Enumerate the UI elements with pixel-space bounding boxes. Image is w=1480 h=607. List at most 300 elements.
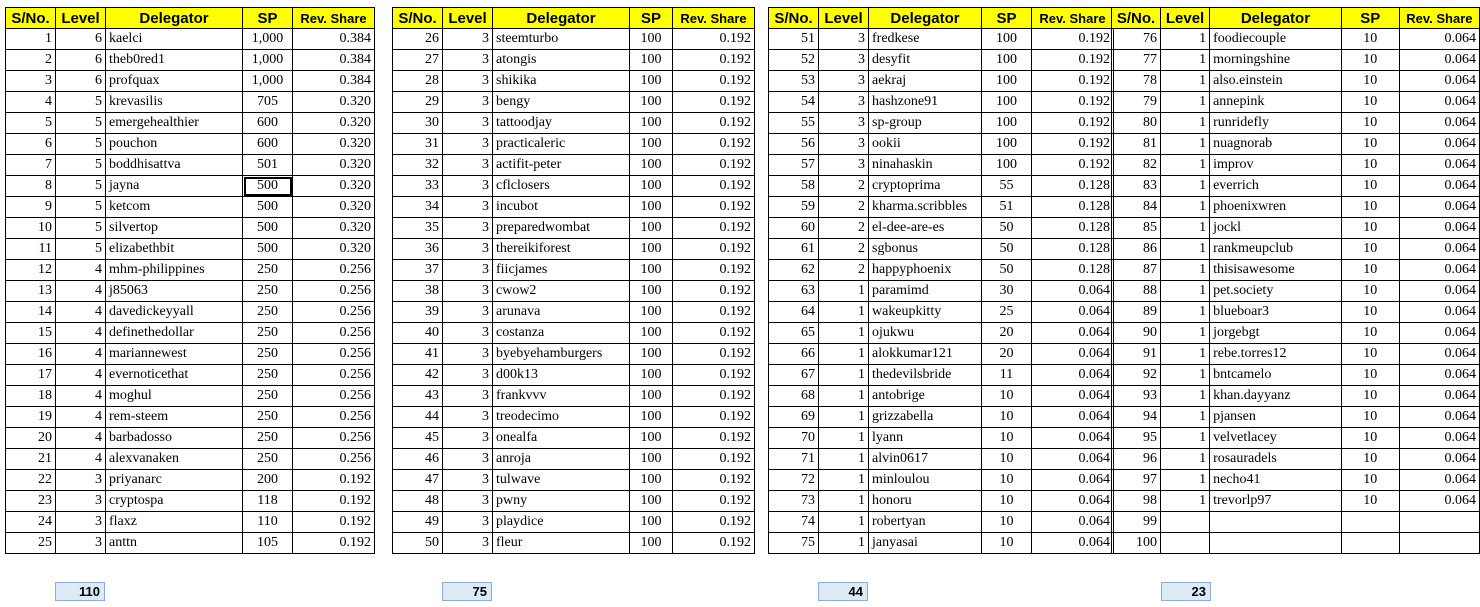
delegator-cell[interactable]: alokkumar121 xyxy=(869,344,982,365)
sp-cell[interactable]: 100 xyxy=(630,281,673,302)
sp-cell[interactable]: 600 xyxy=(243,113,293,134)
header-level[interactable]: Level xyxy=(56,8,106,29)
delegator-cell[interactable]: cryptospa xyxy=(106,491,243,512)
delegator-cell[interactable]: cryptoprima xyxy=(869,176,982,197)
delegator-cell[interactable]: thedevilsbride xyxy=(869,365,982,386)
sp-cell[interactable]: 250 xyxy=(243,323,293,344)
sno-cell[interactable]: 19 xyxy=(6,407,56,428)
sp-cell[interactable]: 200 xyxy=(243,470,293,491)
delegator-cell[interactable]: alexvanaken xyxy=(106,449,243,470)
delegator-cell[interactable]: tattoodjay xyxy=(493,113,630,134)
level-cell[interactable]: 2 xyxy=(819,176,869,197)
level-cell[interactable]: 5 xyxy=(56,155,106,176)
level-cell[interactable]: 3 xyxy=(819,113,869,134)
rev-share-cell[interactable]: 0.320 xyxy=(293,197,375,218)
sp-cell[interactable]: 100 xyxy=(630,470,673,491)
rev-share-cell[interactable]: 0.256 xyxy=(293,449,375,470)
header-delegator[interactable]: Delegator xyxy=(493,8,630,29)
rev-share-cell[interactable]: 0.320 xyxy=(293,176,375,197)
sno-cell[interactable]: 52 xyxy=(769,50,819,71)
delegator-cell[interactable]: rem-steem xyxy=(106,407,243,428)
sno-cell[interactable]: 40 xyxy=(393,323,443,344)
rev-share-cell[interactable]: 0.320 xyxy=(293,113,375,134)
sno-cell[interactable]: 14 xyxy=(6,302,56,323)
delegator-cell[interactable]: also.einstein xyxy=(1210,71,1342,92)
sp-cell[interactable]: 250 xyxy=(243,386,293,407)
level-cell[interactable]: 5 xyxy=(56,197,106,218)
rev-share-cell[interactable]: 0.064 xyxy=(1032,365,1114,386)
sno-cell[interactable]: 36 xyxy=(393,239,443,260)
level-cell[interactable]: 1 xyxy=(819,323,869,344)
level-cell[interactable]: 1 xyxy=(819,365,869,386)
rev-share-cell[interactable]: 0.064 xyxy=(1399,92,1479,113)
sp-cell[interactable]: 10 xyxy=(1341,29,1399,50)
sno-cell[interactable]: 6 xyxy=(6,134,56,155)
level-cell[interactable]: 1 xyxy=(819,533,869,554)
sp-cell[interactable]: 100 xyxy=(630,134,673,155)
level-cell[interactable]: 1 xyxy=(819,302,869,323)
rev-share-cell[interactable]: 0.192 xyxy=(673,92,755,113)
level-cell[interactable]: 1 xyxy=(1161,407,1210,428)
rev-share-cell[interactable]: 0.064 xyxy=(1399,365,1479,386)
sno-cell[interactable]: 45 xyxy=(393,428,443,449)
rev-share-cell[interactable]: 0.064 xyxy=(1399,344,1479,365)
sno-cell[interactable]: 3 xyxy=(6,71,56,92)
sp-cell[interactable]: 100 xyxy=(630,344,673,365)
level-cell[interactable]: 3 xyxy=(443,155,493,176)
level-cell[interactable]: 3 xyxy=(443,218,493,239)
sp-cell[interactable]: 1,000 xyxy=(243,50,293,71)
delegator-cell[interactable]: necho41 xyxy=(1210,470,1342,491)
header-sno[interactable]: S/No. xyxy=(1112,8,1161,29)
rev-share-cell[interactable]: 0.192 xyxy=(673,155,755,176)
sno-cell[interactable]: 94 xyxy=(1112,407,1161,428)
header-level[interactable]: Level xyxy=(1161,8,1210,29)
rev-share-cell[interactable]: 0.192 xyxy=(673,197,755,218)
rev-share-cell[interactable]: 0.064 xyxy=(1399,281,1479,302)
delegator-cell[interactable]: cwow2 xyxy=(493,281,630,302)
sno-cell[interactable]: 79 xyxy=(1112,92,1161,113)
sno-cell[interactable]: 23 xyxy=(6,491,56,512)
sp-cell[interactable]: 100 xyxy=(630,533,673,554)
sno-cell[interactable]: 50 xyxy=(393,533,443,554)
sno-cell[interactable]: 58 xyxy=(769,176,819,197)
sp-cell[interactable]: 100 xyxy=(630,29,673,50)
delegator-cell[interactable]: bengy xyxy=(493,92,630,113)
level-cell[interactable]: 1 xyxy=(1161,29,1210,50)
level-cell[interactable]: 3 xyxy=(443,491,493,512)
sno-cell[interactable]: 12 xyxy=(6,260,56,281)
rev-share-cell[interactable] xyxy=(1399,533,1479,554)
delegator-cell[interactable]: rankmeupclub xyxy=(1210,239,1342,260)
sno-cell[interactable]: 43 xyxy=(393,386,443,407)
delegator-cell[interactable]: velvetlacey xyxy=(1210,428,1342,449)
header-level[interactable]: Level xyxy=(443,8,493,29)
sp-cell[interactable]: 30 xyxy=(982,281,1032,302)
delegator-cell[interactable]: mariannewest xyxy=(106,344,243,365)
rev-share-cell[interactable]: 0.384 xyxy=(293,50,375,71)
level-cell[interactable]: 3 xyxy=(443,29,493,50)
delegator-cell[interactable]: thisisawesome xyxy=(1210,260,1342,281)
rev-share-cell[interactable]: 0.064 xyxy=(1399,218,1479,239)
rev-share-cell[interactable]: 0.320 xyxy=(293,239,375,260)
sno-cell[interactable]: 48 xyxy=(393,491,443,512)
level-cell[interactable]: 3 xyxy=(443,365,493,386)
sp-cell[interactable]: 250 xyxy=(243,302,293,323)
sp-cell[interactable]: 11 xyxy=(982,365,1032,386)
level-cell[interactable]: 3 xyxy=(443,113,493,134)
level-cell[interactable]: 1 xyxy=(819,470,869,491)
sno-cell[interactable]: 16 xyxy=(6,344,56,365)
rev-share-cell[interactable]: 0.192 xyxy=(673,113,755,134)
level-cell[interactable]: 1 xyxy=(1161,239,1210,260)
sp-cell[interactable]: 55 xyxy=(982,176,1032,197)
level-cell[interactable]: 3 xyxy=(819,134,869,155)
sno-cell[interactable]: 29 xyxy=(393,92,443,113)
sno-cell[interactable]: 100 xyxy=(1112,533,1161,554)
sno-cell[interactable]: 62 xyxy=(769,260,819,281)
sp-cell[interactable]: 100 xyxy=(982,113,1032,134)
rev-share-cell[interactable]: 0.064 xyxy=(1032,470,1114,491)
delegator-cell[interactable]: anttn xyxy=(106,533,243,554)
sp-cell[interactable]: 500 xyxy=(243,239,293,260)
sp-cell[interactable]: 600 xyxy=(243,134,293,155)
sp-cell[interactable]: 100 xyxy=(630,113,673,134)
sp-cell[interactable]: 100 xyxy=(982,29,1032,50)
level-cell[interactable]: 4 xyxy=(56,386,106,407)
sp-cell[interactable]: 100 xyxy=(630,50,673,71)
sno-cell[interactable]: 80 xyxy=(1112,113,1161,134)
level-cell[interactable]: 3 xyxy=(56,533,106,554)
delegator-cell[interactable]: actifit-peter xyxy=(493,155,630,176)
rev-share-cell[interactable]: 0.064 xyxy=(1399,407,1479,428)
rev-share-cell[interactable]: 0.064 xyxy=(1399,239,1479,260)
level-cell[interactable]: 2 xyxy=(819,197,869,218)
sp-cell[interactable]: 250 xyxy=(243,281,293,302)
sp-cell[interactable]: 100 xyxy=(630,365,673,386)
delegator-cell[interactable]: pet.society xyxy=(1210,281,1342,302)
sno-cell[interactable]: 72 xyxy=(769,470,819,491)
level-cell[interactable]: 3 xyxy=(443,323,493,344)
sp-cell[interactable]: 10 xyxy=(1341,113,1399,134)
level-cell[interactable]: 2 xyxy=(819,239,869,260)
sno-cell[interactable]: 37 xyxy=(393,260,443,281)
rev-share-cell[interactable]: 0.256 xyxy=(293,365,375,386)
sno-cell[interactable]: 53 xyxy=(769,71,819,92)
level-cell[interactable]: 1 xyxy=(1161,365,1210,386)
delegator-cell[interactable]: arunava xyxy=(493,302,630,323)
sno-cell[interactable]: 47 xyxy=(393,470,443,491)
level-cell[interactable]: 1 xyxy=(819,428,869,449)
sno-cell[interactable]: 64 xyxy=(769,302,819,323)
delegator-cell[interactable]: everrich xyxy=(1210,176,1342,197)
sno-cell[interactable]: 31 xyxy=(393,134,443,155)
delegator-cell[interactable]: ketcom xyxy=(106,197,243,218)
level-cell[interactable]: 1 xyxy=(1161,155,1210,176)
sno-cell[interactable]: 78 xyxy=(1112,71,1161,92)
sp-cell[interactable]: 100 xyxy=(982,71,1032,92)
sp-cell[interactable]: 10 xyxy=(982,533,1032,554)
level-cell[interactable]: 2 xyxy=(819,260,869,281)
sno-cell[interactable]: 75 xyxy=(769,533,819,554)
rev-share-cell[interactable]: 0.192 xyxy=(673,176,755,197)
rev-share-cell[interactable]: 0.192 xyxy=(673,533,755,554)
level-cell[interactable]: 1 xyxy=(819,449,869,470)
rev-share-cell[interactable]: 0.320 xyxy=(293,218,375,239)
delegator-cell[interactable]: jorgebgt xyxy=(1210,323,1342,344)
rev-share-cell[interactable]: 0.064 xyxy=(1399,197,1479,218)
level-cell[interactable]: 3 xyxy=(443,281,493,302)
sno-cell[interactable]: 11 xyxy=(6,239,56,260)
level-cell[interactable]: 3 xyxy=(443,176,493,197)
level-cell[interactable]: 1 xyxy=(1161,197,1210,218)
sno-cell[interactable]: 86 xyxy=(1112,239,1161,260)
level-cell[interactable]: 1 xyxy=(819,281,869,302)
sp-cell[interactable]: 500 xyxy=(243,218,293,239)
delegator-cell[interactable]: mhm-philippines xyxy=(106,260,243,281)
delegator-cell[interactable]: fredkese xyxy=(869,29,982,50)
delegator-cell[interactable]: byebyehamburgers xyxy=(493,344,630,365)
rev-share-cell[interactable]: 0.192 xyxy=(1032,71,1114,92)
delegator-cell[interactable]: anroja xyxy=(493,449,630,470)
sp-cell[interactable]: 10 xyxy=(982,470,1032,491)
rev-share-cell[interactable]: 0.064 xyxy=(1399,428,1479,449)
delegator-cell[interactable]: tulwave xyxy=(493,470,630,491)
sp-cell[interactable]: 10 xyxy=(1341,428,1399,449)
level-cell[interactable]: 4 xyxy=(56,428,106,449)
rev-share-cell[interactable]: 0.064 xyxy=(1399,449,1479,470)
level-cell[interactable]: 1 xyxy=(1161,113,1210,134)
level-cell[interactable]: 3 xyxy=(443,134,493,155)
sno-cell[interactable]: 20 xyxy=(6,428,56,449)
sp-cell[interactable]: 25 xyxy=(982,302,1032,323)
level-cell[interactable]: 3 xyxy=(443,428,493,449)
level-cell[interactable]: 1 xyxy=(1161,491,1210,512)
sp-cell[interactable]: 10 xyxy=(1341,470,1399,491)
sno-cell[interactable]: 65 xyxy=(769,323,819,344)
sno-cell[interactable]: 76 xyxy=(1112,29,1161,50)
sp-cell[interactable]: 10 xyxy=(1341,365,1399,386)
delegator-cell[interactable]: atongis xyxy=(493,50,630,71)
sp-cell[interactable]: 10 xyxy=(1341,134,1399,155)
level-cell[interactable]: 3 xyxy=(443,407,493,428)
level-cell[interactable]: 3 xyxy=(443,302,493,323)
level-cell[interactable]: 3 xyxy=(819,50,869,71)
delegator-cell[interactable]: treodecimo xyxy=(493,407,630,428)
delegator-cell[interactable]: ookii xyxy=(869,134,982,155)
sno-cell[interactable]: 85 xyxy=(1112,218,1161,239)
sno-cell[interactable]: 49 xyxy=(393,512,443,533)
sno-cell[interactable]: 44 xyxy=(393,407,443,428)
rev-share-cell[interactable]: 0.320 xyxy=(293,134,375,155)
rev-share-cell[interactable]: 0.064 xyxy=(1399,134,1479,155)
level-cell[interactable]: 3 xyxy=(443,50,493,71)
delegator-cell[interactable]: moghul xyxy=(106,386,243,407)
rev-share-cell[interactable]: 0.384 xyxy=(293,29,375,50)
sno-cell[interactable]: 57 xyxy=(769,155,819,176)
sp-cell[interactable]: 10 xyxy=(1341,344,1399,365)
rev-share-cell[interactable]: 0.064 xyxy=(1032,512,1114,533)
rev-share-cell[interactable]: 0.192 xyxy=(673,386,755,407)
delegator-cell[interactable]: pjansen xyxy=(1210,407,1342,428)
rev-share-cell[interactable]: 0.192 xyxy=(673,407,755,428)
rev-share-cell[interactable]: 0.192 xyxy=(1032,155,1114,176)
rev-share-cell[interactable]: 0.320 xyxy=(293,155,375,176)
rev-share-cell[interactable]: 0.064 xyxy=(1032,428,1114,449)
delegator-cell[interactable]: runridefly xyxy=(1210,113,1342,134)
rev-share-cell[interactable]: 0.256 xyxy=(293,386,375,407)
level-cell[interactable]: 3 xyxy=(56,491,106,512)
delegator-cell[interactable]: playdice xyxy=(493,512,630,533)
delegator-cell[interactable]: ojukwu xyxy=(869,323,982,344)
rev-share-cell[interactable]: 0.064 xyxy=(1399,113,1479,134)
header-sp[interactable]: SP xyxy=(630,8,673,29)
level-cell[interactable]: 4 xyxy=(56,407,106,428)
level-cell[interactable]: 3 xyxy=(443,449,493,470)
sp-cell[interactable]: 10 xyxy=(1341,323,1399,344)
header-sno[interactable]: S/No. xyxy=(6,8,56,29)
sp-cell[interactable]: 50 xyxy=(982,218,1032,239)
level-total-cell[interactable]: 110 xyxy=(55,582,105,601)
sno-cell[interactable]: 21 xyxy=(6,449,56,470)
header-level[interactable]: Level xyxy=(819,8,869,29)
delegator-cell[interactable]: alvin0617 xyxy=(869,449,982,470)
rev-share-cell[interactable]: 0.192 xyxy=(673,449,755,470)
delegator-cell[interactable]: emergehealthier xyxy=(106,113,243,134)
delegator-cell[interactable]: steemturbo xyxy=(493,29,630,50)
rev-share-cell[interactable]: 0.320 xyxy=(293,92,375,113)
delegator-cell[interactable]: khan.dayyanz xyxy=(1210,386,1342,407)
sno-cell[interactable]: 77 xyxy=(1112,50,1161,71)
header-sno[interactable]: S/No. xyxy=(769,8,819,29)
sp-cell[interactable]: 100 xyxy=(630,491,673,512)
delegator-cell[interactable] xyxy=(1210,533,1342,554)
level-cell[interactable]: 3 xyxy=(443,386,493,407)
sno-cell[interactable]: 54 xyxy=(769,92,819,113)
delegator-cell[interactable]: rosauradels xyxy=(1210,449,1342,470)
sp-cell[interactable]: 100 xyxy=(982,155,1032,176)
level-cell[interactable]: 1 xyxy=(1161,260,1210,281)
sp-cell[interactable]: 100 xyxy=(630,155,673,176)
header-delegator[interactable]: Delegator xyxy=(106,8,243,29)
rev-share-cell[interactable]: 0.256 xyxy=(293,260,375,281)
sno-cell[interactable]: 8 xyxy=(6,176,56,197)
sp-cell[interactable]: 250 xyxy=(243,428,293,449)
level-cell[interactable]: 1 xyxy=(1161,71,1210,92)
level-cell[interactable]: 4 xyxy=(56,323,106,344)
delegator-cell[interactable]: profquax xyxy=(106,71,243,92)
rev-share-cell[interactable]: 0.192 xyxy=(673,428,755,449)
rev-share-cell[interactable]: 0.192 xyxy=(1032,50,1114,71)
sp-cell[interactable]: 10 xyxy=(1341,449,1399,470)
delegator-cell[interactable]: aekraj xyxy=(869,71,982,92)
delegator-cell[interactable]: kharma.scribbles xyxy=(869,197,982,218)
delegator-cell[interactable]: robertyan xyxy=(869,512,982,533)
rev-share-cell[interactable]: 0.064 xyxy=(1399,29,1479,50)
sno-cell[interactable]: 59 xyxy=(769,197,819,218)
level-cell[interactable]: 3 xyxy=(443,239,493,260)
sp-cell[interactable]: 10 xyxy=(982,449,1032,470)
level-cell[interactable]: 6 xyxy=(56,71,106,92)
sp-cell[interactable]: 705 xyxy=(243,92,293,113)
sno-cell[interactable]: 46 xyxy=(393,449,443,470)
header-sp[interactable]: SP xyxy=(243,8,293,29)
delegator-cell[interactable]: j85063 xyxy=(106,281,243,302)
delegator-cell[interactable]: barbadosso xyxy=(106,428,243,449)
delegator-cell[interactable]: theb0red1 xyxy=(106,50,243,71)
sno-cell[interactable]: 28 xyxy=(393,71,443,92)
delegator-cell[interactable]: priyanarc xyxy=(106,470,243,491)
level-cell[interactable]: 3 xyxy=(443,512,493,533)
rev-share-cell[interactable]: 0.064 xyxy=(1032,323,1114,344)
delegator-cell[interactable]: happyphoenix xyxy=(869,260,982,281)
sp-cell[interactable]: 100 xyxy=(630,449,673,470)
sno-cell[interactable]: 42 xyxy=(393,365,443,386)
rev-share-cell[interactable]: 0.192 xyxy=(673,239,755,260)
sp-cell[interactable]: 10 xyxy=(1341,239,1399,260)
sno-cell[interactable]: 73 xyxy=(769,491,819,512)
rev-share-cell[interactable]: 0.064 xyxy=(1032,533,1114,554)
rev-share-cell[interactable]: 0.192 xyxy=(673,344,755,365)
level-cell[interactable]: 1 xyxy=(1161,386,1210,407)
level-cell[interactable]: 5 xyxy=(56,239,106,260)
sno-cell[interactable]: 38 xyxy=(393,281,443,302)
rev-share-cell[interactable]: 0.128 xyxy=(1032,197,1114,218)
rev-share-cell[interactable]: 0.256 xyxy=(293,323,375,344)
delegator-cell[interactable]: cflclosers xyxy=(493,176,630,197)
sp-cell[interactable]: 250 xyxy=(243,407,293,428)
sno-cell[interactable]: 71 xyxy=(769,449,819,470)
level-cell[interactable]: 1 xyxy=(1161,428,1210,449)
sp-cell[interactable]: 118 xyxy=(243,491,293,512)
rev-share-cell[interactable]: 0.192 xyxy=(673,491,755,512)
level-cell[interactable]: 3 xyxy=(443,260,493,281)
sp-cell[interactable]: 100 xyxy=(630,239,673,260)
sno-cell[interactable]: 13 xyxy=(6,281,56,302)
rev-share-cell[interactable]: 0.192 xyxy=(293,491,375,512)
rev-share-cell[interactable]: 0.256 xyxy=(293,281,375,302)
level-cell[interactable]: 3 xyxy=(443,470,493,491)
sp-cell[interactable]: 110 xyxy=(243,512,293,533)
rev-share-cell[interactable]: 0.064 xyxy=(1399,260,1479,281)
sno-cell[interactable]: 32 xyxy=(393,155,443,176)
delegator-cell[interactable]: antobrige xyxy=(869,386,982,407)
sp-cell[interactable]: 501 xyxy=(243,155,293,176)
level-cell[interactable]: 1 xyxy=(819,386,869,407)
rev-share-cell[interactable]: 0.064 xyxy=(1032,386,1114,407)
level-total-cell[interactable]: 23 xyxy=(1161,582,1211,601)
sno-cell[interactable]: 92 xyxy=(1112,365,1161,386)
sno-cell[interactable]: 97 xyxy=(1112,470,1161,491)
level-cell[interactable]: 5 xyxy=(56,218,106,239)
rev-share-cell[interactable]: 0.192 xyxy=(1032,113,1114,134)
level-cell[interactable]: 3 xyxy=(819,71,869,92)
sp-cell[interactable]: 100 xyxy=(630,260,673,281)
delegator-cell[interactable]: definethedollar xyxy=(106,323,243,344)
delegator-cell[interactable]: costanza xyxy=(493,323,630,344)
sno-cell[interactable]: 67 xyxy=(769,365,819,386)
delegator-cell[interactable]: nuagnorab xyxy=(1210,134,1342,155)
sp-cell[interactable]: 10 xyxy=(982,491,1032,512)
delegator-cell[interactable]: d00k13 xyxy=(493,365,630,386)
level-cell[interactable]: 3 xyxy=(443,92,493,113)
rev-share-cell[interactable]: 0.064 xyxy=(1399,176,1479,197)
sp-cell[interactable]: 10 xyxy=(1341,92,1399,113)
rev-share-cell[interactable]: 0.192 xyxy=(293,470,375,491)
delegator-cell[interactable]: preparedwombat xyxy=(493,218,630,239)
header-rev[interactable]: Rev. Share xyxy=(1399,8,1479,29)
sp-cell[interactable]: 100 xyxy=(630,218,673,239)
